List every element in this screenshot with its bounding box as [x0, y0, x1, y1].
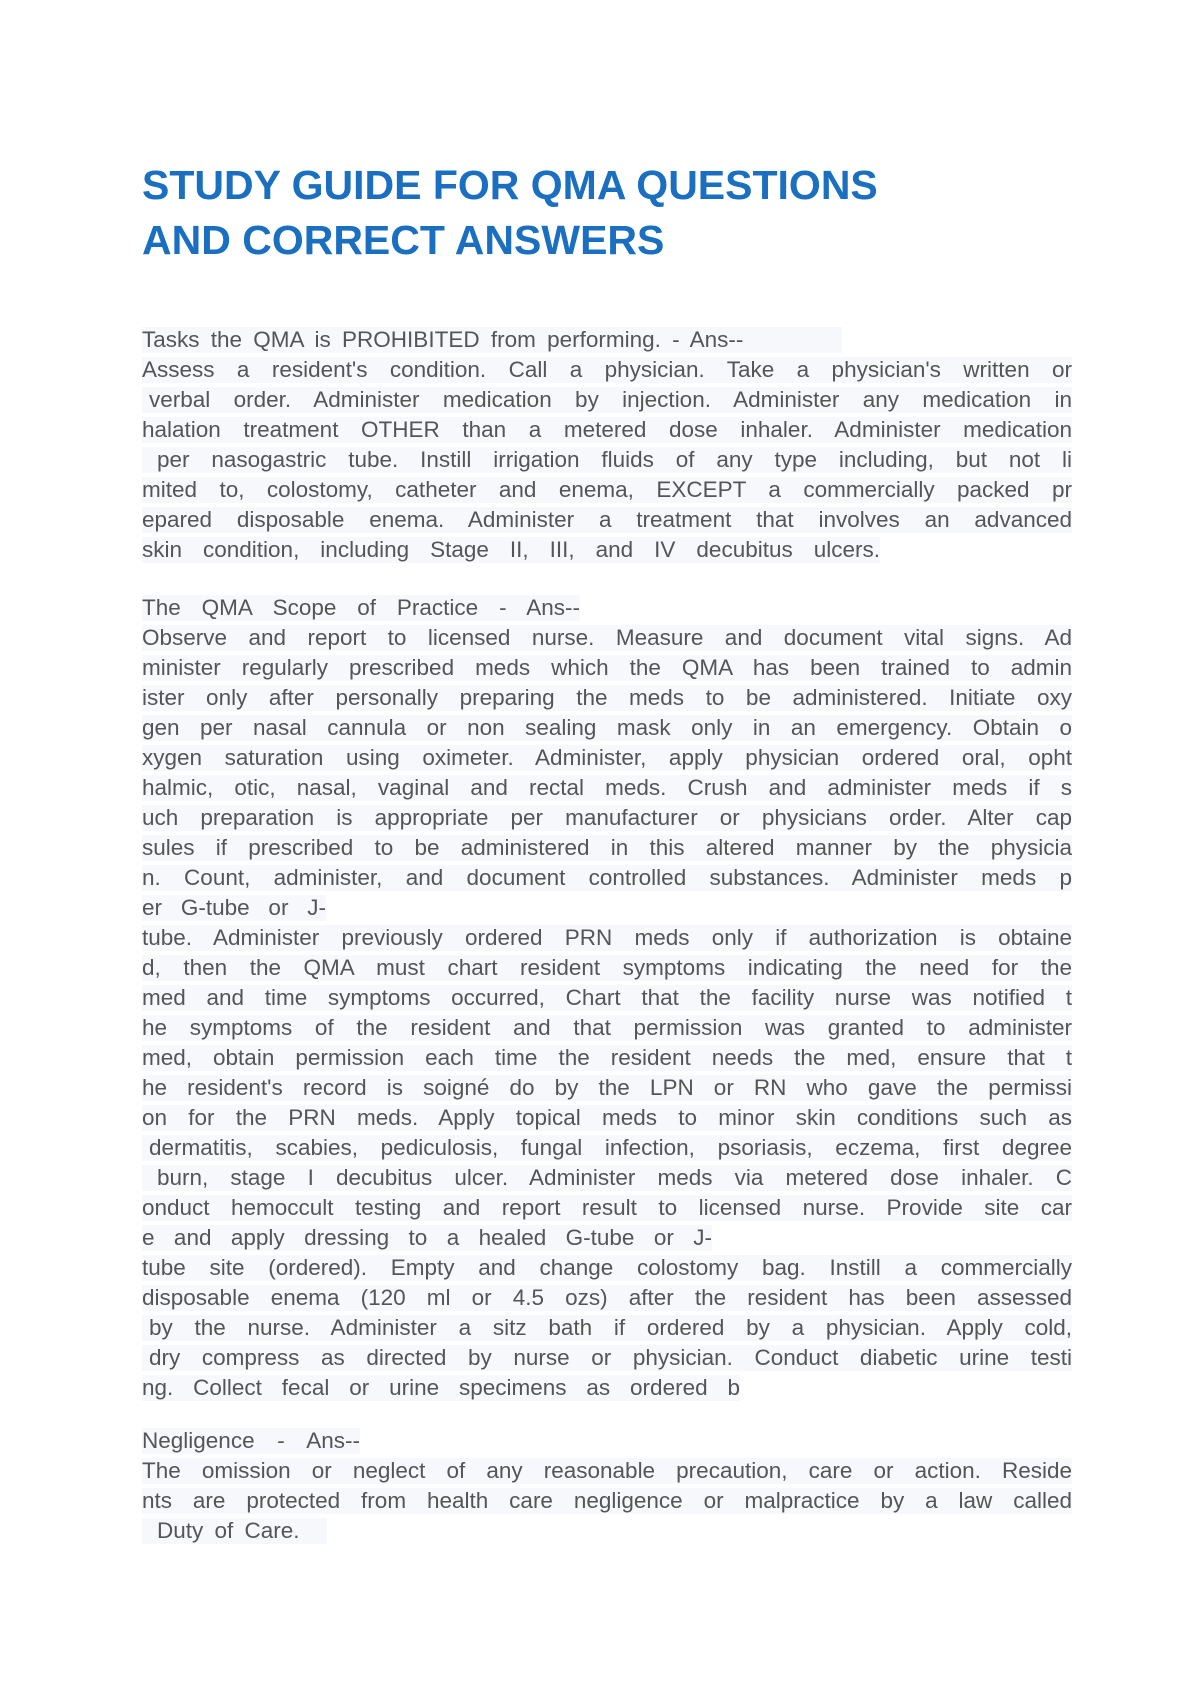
answer-line: tube. Administer previously ordered PRN meds only if authorization is obtaine — [142, 923, 1072, 953]
answer-line: onduct hemoccult testing and report result to licensed nurse. Provide site car — [142, 1193, 1072, 1223]
answer-line: uch preparation is appropriate per manufacturer or physicians order. Alter cap — [142, 803, 1072, 833]
answer-line: ng. Collect fecal or urine specimens as ordered b — [142, 1373, 740, 1403]
answer-line: disposable enema (120 ml or 4.5 ozs) after the resident has been assessed — [142, 1283, 1072, 1313]
qa-section-negligence — [142, 1426, 1072, 1546]
answer-line: by the nurse. Administer a sitz bath if ordered by a physician. Apply cold, — [142, 1313, 1072, 1343]
answer-line: he symptoms of the resident and that permission was granted to administer — [142, 1013, 1072, 1043]
question-line: The QMA Scope of Practice - Ans-- — [142, 593, 580, 623]
answer-line: halmic, otic, nasal, vaginal and rectal meds. Crush and administer meds if s — [142, 773, 1072, 803]
answer-line: med and time symptoms occurred, Chart that the facility nurse was notified t — [142, 983, 1072, 1013]
answer-line: on for the PRN meds. Apply topical meds to minor skin conditions such as — [142, 1103, 1072, 1133]
answer-line: d, then the QMA must chart resident symptoms indicating the need for the — [142, 953, 1072, 983]
answer-line: Duty of Care. — [142, 1516, 327, 1546]
answer-line: e and apply dressing to a healed G-tube or J- — [142, 1223, 712, 1253]
answer-line: per nasogastric tube. Instill irrigation fluids of any type including, but not li — [142, 445, 1072, 475]
answer-line: ister only after personally preparing the meds to be administered. Initiate oxy — [142, 683, 1072, 713]
answer-line: mited to, colostomy, catheter and enema, EXCEPT a commercially packed pr — [142, 475, 1072, 505]
answer-line: epared disposable enema. Administer a treatment that involves an advanced — [142, 505, 1072, 535]
answer-line: dry compress as directed by nurse or physician. Conduct diabetic urine testi — [142, 1343, 1072, 1373]
answer-line: minister regularly prescribed meds which the QMA has been trained to admin — [142, 653, 1072, 683]
question-line: Tasks the QMA is PROHIBITED from performing. - Ans-- — [142, 325, 842, 355]
answer-line: dermatitis, scabies, pediculosis, fungal infection, psoriasis, eczema, first degree — [142, 1133, 1072, 1163]
answer-line: The omission or neglect of any reasonable precaution, care or action. Reside — [142, 1456, 1072, 1486]
answer-line: gen per nasal cannula or non sealing mask only in an emergency. Obtain o — [142, 713, 1072, 743]
answer-line: nts are protected from health care negligence or malpractice by a law called — [142, 1486, 1072, 1516]
question-line: Negligence - Ans-- — [142, 1426, 360, 1456]
answer-line: burn, stage I decubitus ulcer. Administer meds via metered dose inhaler. C — [142, 1163, 1072, 1193]
answer-line: n. Count, administer, and document controlled substances. Administer meds p — [142, 863, 1072, 893]
answer-line: Observe and report to licensed nurse. Measure and document vital signs. Ad — [142, 623, 1072, 653]
answer-line: halation treatment OTHER than a metered dose inhaler. Administer medication — [142, 415, 1072, 445]
answer-line: tube site (ordered). Empty and change colostomy bag. Instill a commercially — [142, 1253, 1072, 1283]
answer-line: er G-tube or J- — [142, 893, 326, 923]
qa-section-scope-of-practice — [142, 593, 1072, 1403]
answer-line: med, obtain permission each time the resident needs the med, ensure that t — [142, 1043, 1072, 1073]
document-title — [142, 158, 1042, 268]
qa-section-prohibited-tasks — [142, 325, 1072, 565]
answer-line: Assess a resident's condition. Call a physician. Take a physician's written or — [142, 355, 1072, 385]
answer-line: xygen saturation using oximeter. Administer, apply physician ordered oral, opht — [142, 743, 1072, 773]
title-line: STUDY GUIDE FOR QMA QUESTIONS — [142, 162, 878, 208]
answer-line: he resident's record is soigné do by the LPN or RN who gave the permissi — [142, 1073, 1072, 1103]
answer-line: skin condition, including Stage II, III, and IV decubitus ulcers. — [142, 535, 880, 565]
title-line: AND CORRECT ANSWERS — [142, 217, 665, 263]
answer-line: sules if prescribed to be administered in this altered manner by the physicia — [142, 833, 1072, 863]
answer-line: verbal order. Administer medication by injection. Administer any medication in — [142, 385, 1072, 415]
